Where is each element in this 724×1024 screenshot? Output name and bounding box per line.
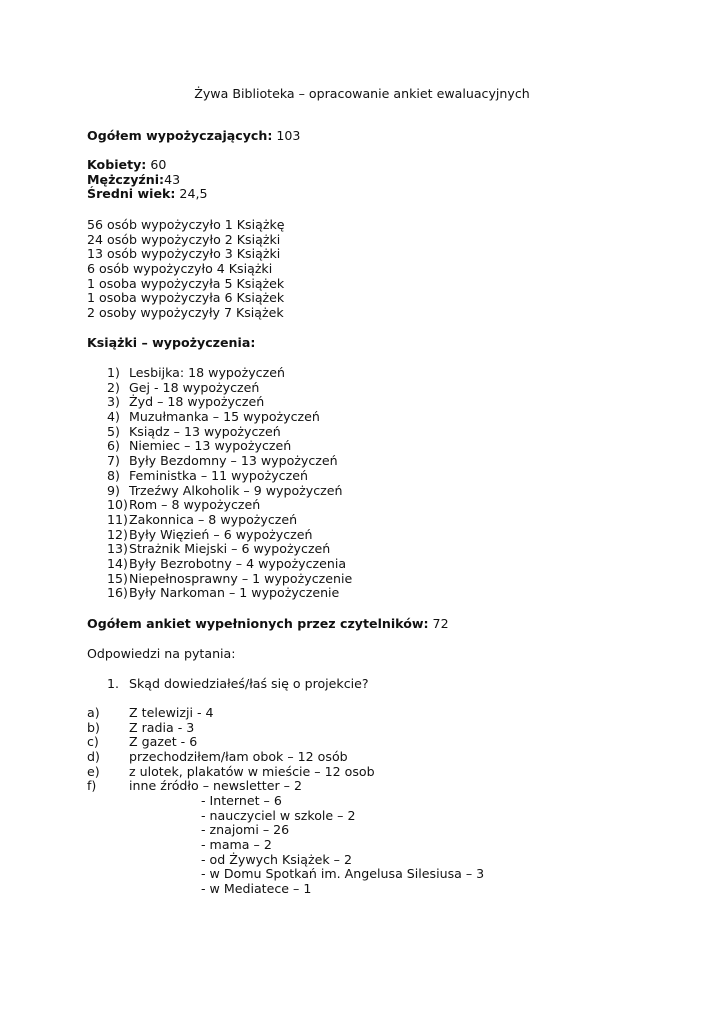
demographics <box>87 158 687 202</box>
surveys-total <box>87 617 687 632</box>
books-heading-block <box>87 336 687 351</box>
book-item: 7) Były Bezdomny – 13 wypożyczeń <box>107 453 338 469</box>
borrow-count-line: 56 osób wypożyczyło 1 Książkę <box>87 217 285 232</box>
book-item: 9) Trzeźwy Alkoholik – 9 wypożyczeń <box>107 482 343 498</box>
total-value: 103 <box>272 128 301 143</box>
answer-item: d) przechodziłem/łam obok – 12 osób <box>87 749 348 765</box>
book-item: 8) Feministka – 11 wypożyczeń <box>107 467 308 483</box>
men-label: Mężczyźni: <box>87 171 165 187</box>
other-source-item: - znajomi – 26 <box>201 822 290 838</box>
book-item: 14) Były Bezrobotny – 4 wypożyczenia <box>107 555 347 571</box>
borrow-count-line: 24 osób wypożyczyło 2 Książki <box>87 231 281 247</box>
other-source-item: - nauczyciel w szkole – 2 <box>201 807 356 823</box>
women-label: Kobiety: <box>87 157 147 172</box>
book-item: 10) Rom – 8 wypożyczeń <box>107 497 261 513</box>
other-source-item: - Internet – 6 <box>201 793 282 808</box>
surveys-label: Ogółem ankiet wypełnionych przez czytelników: <box>87 616 429 631</box>
borrow-count-line: 2 osoby wypożyczyły 7 Książek <box>87 305 284 321</box>
men-value: 43 <box>164 171 181 187</box>
age-label: Średni wiek: <box>87 186 176 202</box>
book-item: 11) Zakonnica – 8 wypożyczeń <box>107 511 298 527</box>
borrow-count-line: 1 osoba wypożyczyła 6 Książek <box>87 290 285 306</box>
book-item: 2) Gej - 18 wypożyczeń <box>107 379 260 395</box>
other-source-item: - w Mediatece – 1 <box>201 881 312 897</box>
book-item: 12) Były Więzień – 6 wypożyczeń <box>107 526 313 542</box>
book-item: 4) Muzułmanka – 15 wypożyczeń <box>107 409 320 425</box>
answers-heading: Odpowiedzi na pytania: <box>87 646 236 661</box>
borrow-counts-list <box>87 218 687 321</box>
document-title: Żywa Biblioteka – opracowanie ankiet ewaluacyjnych <box>194 86 530 101</box>
question-block <box>107 677 667 692</box>
book-item: 15) Niepełnosprawny – 1 wypożyczenie <box>107 570 353 586</box>
borrow-count-line: 1 osoba wypożyczyła 5 Książek <box>87 275 285 291</box>
borrow-count-line: 13 osób wypożyczyło 3 Książki <box>87 246 281 262</box>
answer-item: c) Z gazet - 6 <box>87 734 198 750</box>
book-item: 5) Ksiądz – 13 wypożyczeń <box>107 423 281 439</box>
other-source-item: - mama – 2 <box>201 837 272 853</box>
question-item: 1. Skąd dowiedziałeś/łaś się o projekcie? <box>107 676 369 691</box>
book-item: 6) Niemiec – 13 wypożyczeń <box>107 438 292 454</box>
book-item: 3) Żyd – 18 wypożyczeń <box>107 394 265 410</box>
total-label: Ogółem wypożyczających: <box>87 128 273 143</box>
answers-list <box>87 706 647 794</box>
answer-item: e) z ulotek, plakatów w mieście – 12 osob <box>87 763 375 779</box>
other-source-item: - w Domu Spotkań im. Angelusa Silesiusa – 3 <box>201 866 485 882</box>
book-item: 13) Strażnik Miejski – 6 wypożyczeń <box>107 541 331 557</box>
borrow-count-line: 6 osób wypożyczyło 4 Książki <box>87 261 273 277</box>
book-item: 16) Były Narkoman – 1 wypożyczenie <box>107 585 340 601</box>
books-heading: Książki – wypożyczenia: <box>87 335 256 350</box>
other-source-item: - od Żywych Książek – 2 <box>201 851 352 867</box>
answer-item: f) inne źródło – newsletter – 2 <box>87 778 302 794</box>
women-value: 60 <box>146 157 167 172</box>
total-borrowers <box>87 129 687 144</box>
other-sources-list <box>201 794 681 897</box>
answers-heading-block <box>87 647 687 662</box>
surveys-value: 72 <box>428 616 449 631</box>
books-list <box>107 366 667 601</box>
answer-item: b) Z radia - 3 <box>87 719 195 735</box>
age-value: 24,5 <box>175 186 208 202</box>
answer-item: a) Z telewizji - 4 <box>87 705 214 720</box>
book-item: 1) Lesbijka: 18 wypożyczeń <box>107 365 285 380</box>
